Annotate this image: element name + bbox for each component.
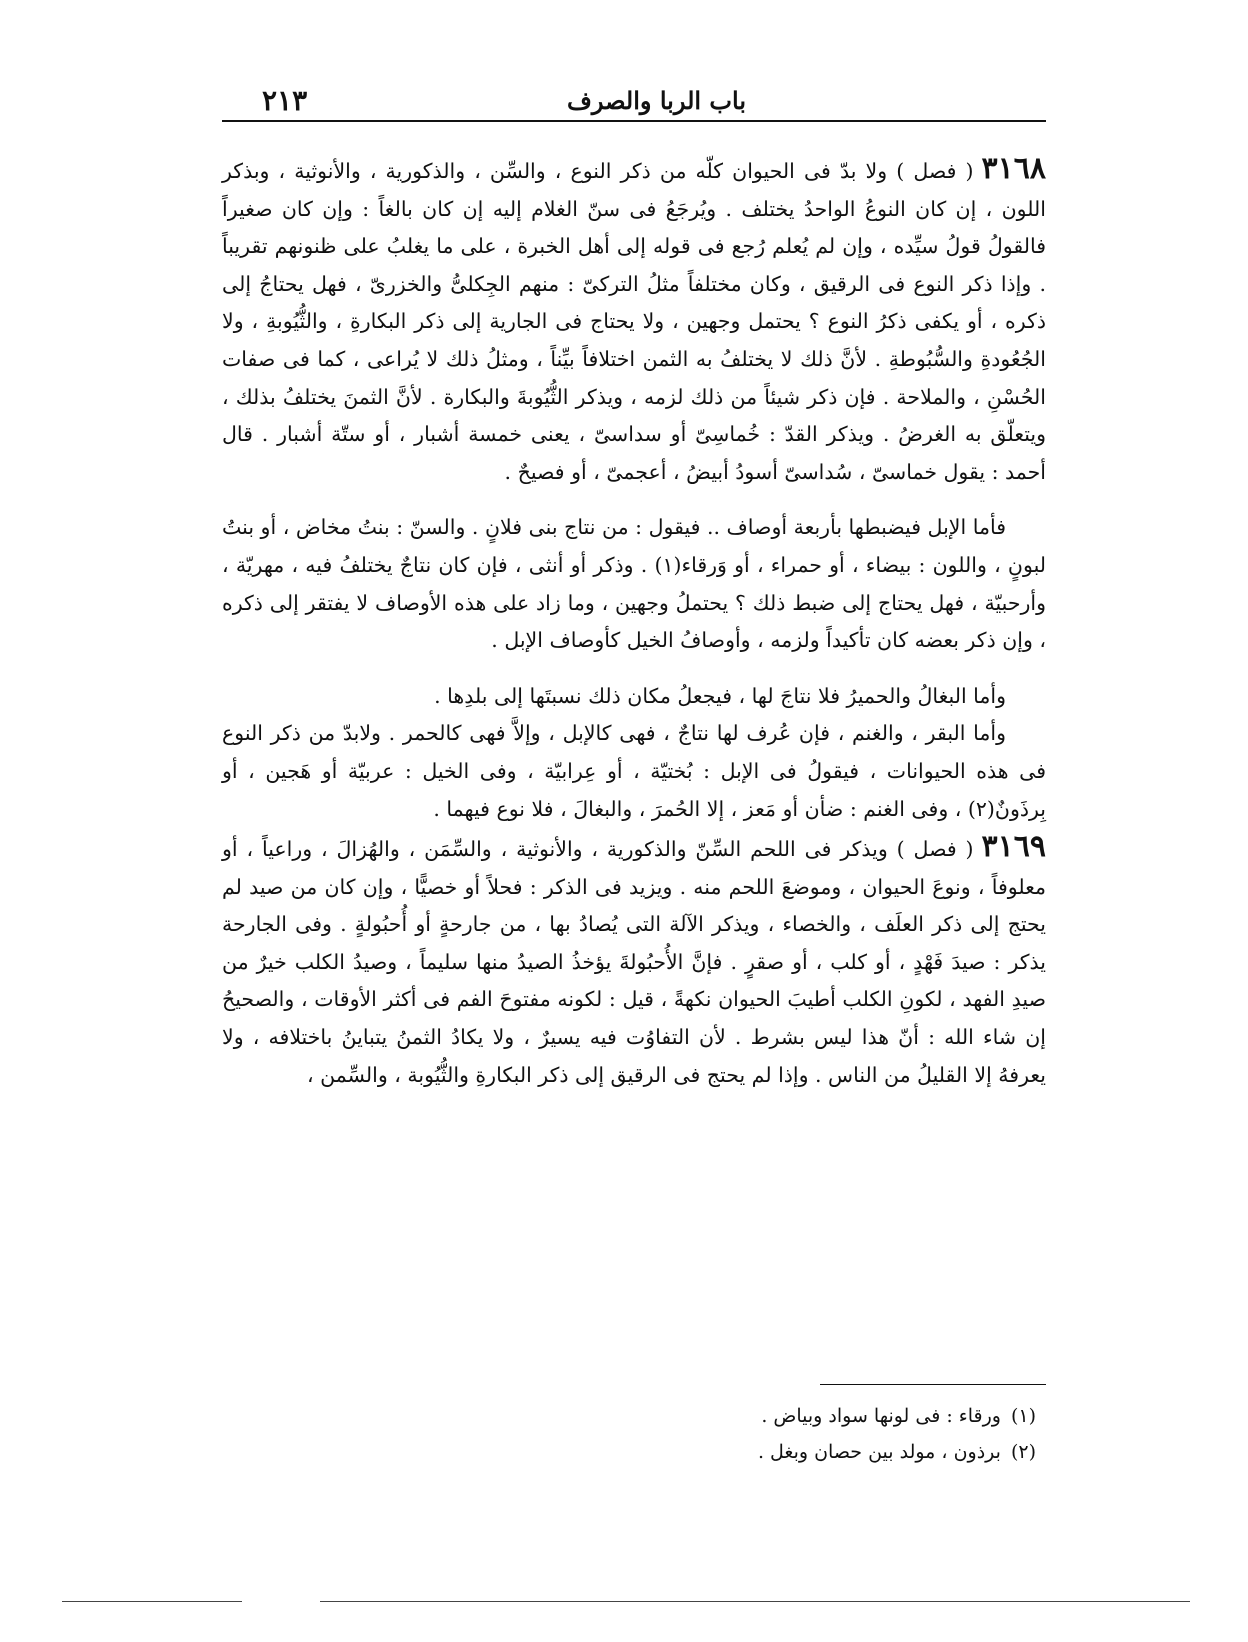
footnote-number: (١) [1010, 1405, 1036, 1427]
footnote-text: برذون ، مولد بين حصان وبغل . [757, 1441, 1001, 1463]
section-text: ( فصل ) ويذكر فى اللحم السِّنّ والذكورية ، والأنوثية ، والسِّمَن ، والهُزالَ ، وراعياً ، أو معلوفاً ، ونوعَ الحيوان ، وموضعَ اللحم منه . ويزيد فى الذكر : فحلاً أو خصيًّا ، وإن كان من صيد لم يحتج إلى ذكر العلَف ، والخصاء ، ويذكر الآلة التى يُصادُ بها ، من جارحةٍ أو أُحبُولةٍ . وفى الجارحة يذكر : صيدَ فَهْدٍ ، أو كلب ، أو صقرٍ . فإنَّ الأُحبُولةَ يؤخذُ الصيدُ منها سليماً ، وصيدُ الكلب خيرٌ من صيدِ الفهد ، لكونِ الكلب أطيبَ الحيوان نكهةً ، قيل : لكونه مفتوحَ الفم فى أكثر الأوقات ، والصحيحُ إن شاء الله : أنّ هذا ليس بشرط . لأن التفاوُت فيه يسيرٌ ، ولا يكادُ الثمنُ يتباينُ باختلافه ، ولا يعرفهُ إلا القليلُ من الناس . وإذا لم يحتج فى الرقيق إلى ذكر البكارةِ والثُّيُوبة ، والسِّمن ، [222, 837, 1046, 1087]
footnote-text: ورقاء : فى لونها سواد وبياض . [761, 1405, 1001, 1427]
paragraph-cattle: وأما البقر ، والغنم ، فإن عُرف لها نتاجٌ ، فهى كالإبل ، وإلاَّ فهى كالحمر . ولابدّ من ذكر النوع فى هذه الحيوانات ، فيقولُ فى الإبل : بُختيّة ، أو عِرابيّة ، وفى الخيل : عربيّة أو هَجين ، أو بِرذَونٌ(٢) ، وفى الغنم : ضأن أو مَعز ، إلا الحُمرَ ، والبغالَ ، فلا نوع فيهما . [222, 721, 1046, 821]
main-text [222, 150, 1046, 1094]
footnote [222, 1398, 1046, 1434]
footnote-number: (٢) [1010, 1441, 1036, 1463]
section-3169 [222, 828, 1046, 1094]
paragraph-camels: فأما الإبل فيضبطها بأربعة أوصاف .. فيقول : من نتاج بنى فلانٍ . والسنّ : بنتُ مخاض ، أو بنتُ لبونٍ ، واللون : بيضاء ، أو حمراء ، أو وَرقاء(١) . وذكر أو أنثى ، فإن كان نتاجٌ يختلفُ فيه ، مهريّة ، وأرحبيّة ، فهل يحتاج إلى ضبط ذلك ؟ يحتملُ وجهين ، وما زاد على هذه الأوصاف لا يفتقر إلى ذكره ، وإن ذكر بعضه كان تأكيداً ولزمه ، وأوصافُ الخيل كأوصاف الإبل . [222, 515, 1046, 653]
footnote-separator [820, 1384, 1046, 1385]
page-number: ٢١٣ [262, 84, 308, 117]
bottom-rule [320, 1601, 1190, 1602]
bottom-rule [62, 1601, 242, 1602]
chapter-title: باب الربا والصرف [566, 86, 746, 115]
paragraph-mules: وأما البغالُ والحميرُ فلا نتاجَ لها ، فيجعلُ مكان ذلك نسبتَها إلى بلدِها . [434, 683, 1006, 708]
footnote [222, 1434, 1046, 1470]
section-number: ٣١٦٨ [981, 151, 1046, 186]
section-3168 [222, 150, 1046, 491]
footnotes [222, 1398, 1046, 1470]
section-number: ٣١٦٩ [981, 829, 1046, 865]
section-text: ( فصل ) ولا بدّ فى الحيوان كلّه من ذكر النوع ، والسِّن ، والذكورية ، والأنوثية ، وبذكر اللون ، إن كان النوعُ الواحدُ يختلف . ويُرجَعُ فى سنّ الغلام إليه إن كان بالغاً : وإن كان صغيراً فالقولُ قولُ سيِّده ، وإن لم يُعلم رُجع فى قوله إلى أهل الخبرة ، على ما يغلبُ على ظنونهم تقريباً . وإذا ذكر النوع فى الرقيق ، وكان مختلفاً مثلُ التركىّ : منهم الجِكلىُّ والخزرىّ ، فهل يحتاجُ إلى ذكره ، أو يكفى ذكرُ النوع ؟ يحتمل وجهين ، ولا يحتاج فى الجارية إلى ذكر البكارةِ ، والثُّيُوبةِ ، ولا الجُعُودةِ والسُّبُوطةِ . لأنَّ ذلك لا يختلفُ به الثمن اختلافاً بيِّناً ، ومثلُ ذلك لا يُراعى ، كما فى صفات الحُسْنِ ، والملاحة . فإن ذكر شيئاً من ذلك لزمه ، ويذكر الثُّيُوبةَ والبكارة . لأنَّ الثمنَ يختلفُ بذلك ، ويتعلّق به الغرضُ . ويذكر القدّ : خُماسِىّ أو سداسىّ ، يعنى خمسة أشبار ، أو ستّة أشبار . قال أحمد : يقول خماسىّ ، سُداسىّ أسودُ أبيضُ ، أعجمىّ ، أو فصيحٌ . [222, 159, 1047, 484]
running-header [222, 80, 1046, 122]
